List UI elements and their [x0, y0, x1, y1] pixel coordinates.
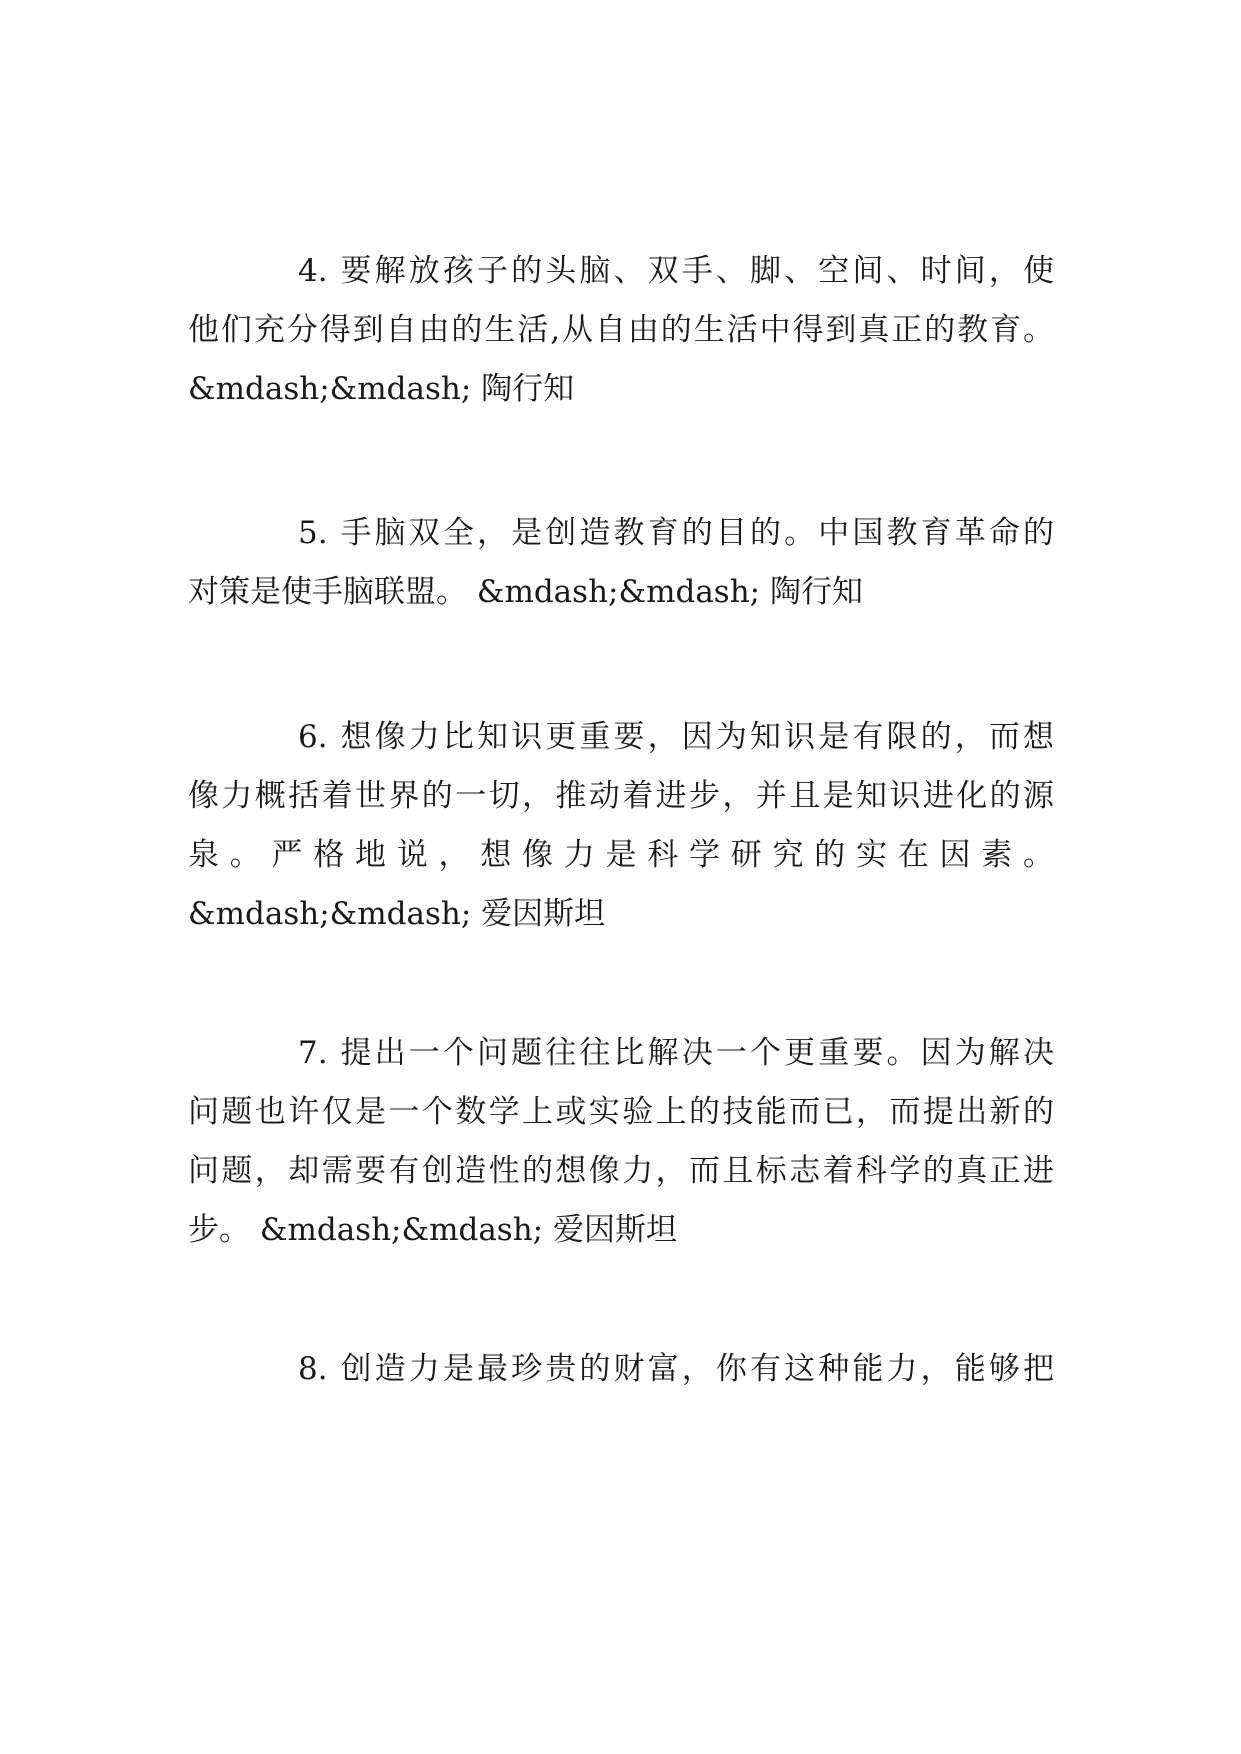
quote-8	[188, 1340, 1054, 1399]
quote-line: 他们充分得到自由的生活,从自由的生活中得到真正的教育。	[188, 312, 1054, 348]
quote-line: 问题也许仅是一个数学上或实验上的技能而已，而提出新的	[188, 1094, 1054, 1130]
quote-4	[188, 242, 1054, 419]
quote-line: 问题，却需要有创造性的想像力，而且标志着科学的真正进	[188, 1153, 1054, 1189]
quote-line: 8. 创造力是最珍贵的财富，你有这种能力，能够把	[298, 1351, 1054, 1387]
quote-attribution: 对策是使手脑联盟。 &mdash;&mdash; 陶行知	[188, 574, 863, 610]
quote-line: 7. 提出一个问题往往比解决一个更重要。因为解决	[298, 1035, 1054, 1071]
quote-6	[188, 708, 1054, 944]
quote-7	[188, 1024, 1054, 1260]
quote-line: 5. 手脑双全，是创造教育的目的。中国教育革命的	[298, 515, 1054, 551]
quote-5	[188, 504, 1054, 622]
quote-line: 泉 。 严 格 地 说 ， 想 像 力 是 科 学 研 究 的 实 在 因 素 。	[188, 837, 1054, 873]
quote-line: 像力概括着世界的一切，推动着进步，并且是知识进化的源	[188, 778, 1054, 814]
quote-attribution: &mdash;&mdash; 陶行知	[188, 371, 575, 407]
quote-line: 6. 想像力比知识更重要，因为知识是有限的，而想	[298, 719, 1054, 755]
quote-attribution: &mdash;&mdash; 爱因斯坦	[188, 896, 606, 932]
quote-line: 4. 要解放孩子的头脑、双手、脚、空间、时间，使	[298, 253, 1054, 289]
quote-attribution: 步。 &mdash;&mdash; 爱因斯坦	[188, 1212, 677, 1248]
